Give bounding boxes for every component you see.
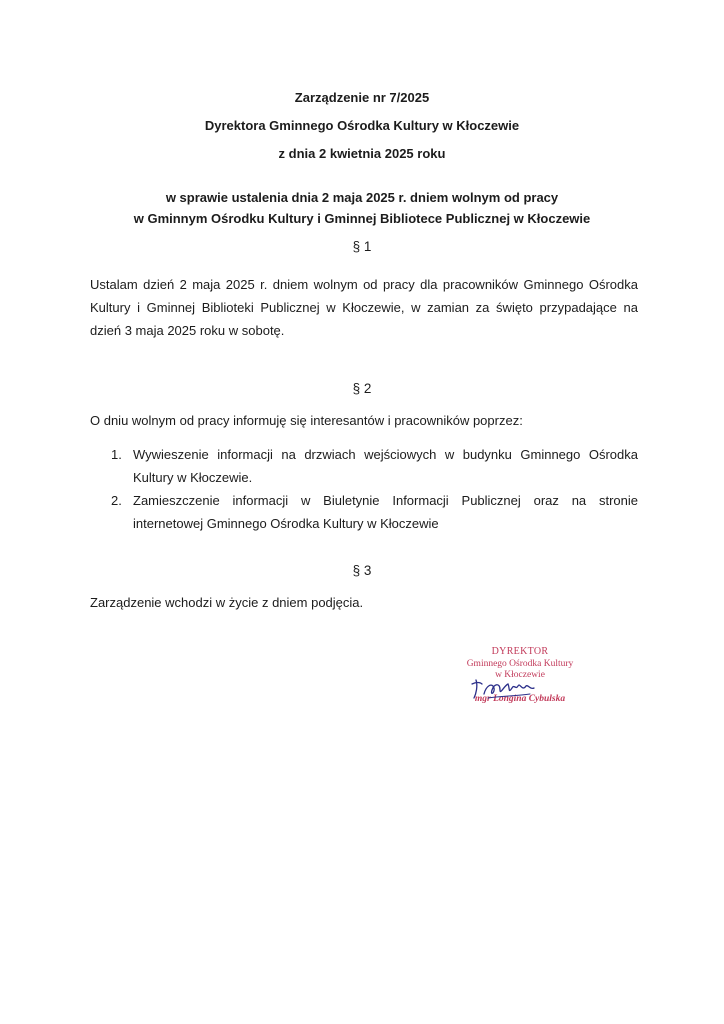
- section-3-mark: § 3: [352, 563, 372, 578]
- section-3-paragraph: [90, 591, 638, 614]
- list-item-line: Zamieszczenie informacji w Biuletynie Informacji Publicznej oraz na stronie: [133, 493, 638, 508]
- list-item: [111, 443, 638, 489]
- paragraph-line: Kultury i Gminnej Biblioteki Publicznej w Kłoczewie, w zamian za święto przypadające na: [90, 300, 638, 315]
- section-2-intro: [90, 409, 638, 432]
- list-item-number: 1.: [111, 447, 122, 462]
- section-1-mark: § 1: [352, 239, 372, 254]
- section-2-mark: § 2: [352, 381, 372, 396]
- list-item-line: Kultury w Kłoczewie.: [133, 470, 253, 485]
- stamp-name: mgr Longina Cybulska: [474, 694, 566, 704]
- stamp-institution: Gminnego Ośrodka Kultury: [466, 659, 574, 669]
- list-item-number: 2.: [111, 493, 122, 508]
- list-item-line: internetowej Gminnego Ośrodka Kultury w Kłoczewie: [133, 516, 439, 531]
- ordinance-number: Zarządzenie nr 7/2025: [294, 90, 430, 105]
- section-2-list: [111, 443, 638, 535]
- paragraph-line: Ustalam dzień 2 maja 2025 r. dniem wolnym od pracy dla pracowników Gminnego Ośrodka: [90, 277, 638, 292]
- paragraph-line: O dniu wolnym od pracy informuję się interesantów i pracowników poprzez:: [90, 413, 523, 428]
- list-item: [111, 489, 638, 535]
- issuer-title: Dyrektora Gminnego Ośrodka Kultury w Kłoczewie: [204, 118, 520, 133]
- handwritten-signature: [470, 676, 540, 702]
- stamp-title: DYREKTOR: [491, 646, 549, 657]
- paragraph-line: dzień 3 maja 2025 roku w sobotę.: [90, 323, 285, 338]
- stamp-location: w Kłoczewie: [495, 670, 545, 680]
- list-item-line: Wywieszenie informacji na drzwiach wejściowych w budynku Gminnego Ośrodka: [133, 447, 638, 462]
- subject-line-1: w sprawie ustalenia dnia 2 maja 2025 r. dniem wolnym od pracy: [165, 190, 559, 205]
- paragraph-line: Zarządzenie wchodzi w życie z dniem podjęcia.: [90, 595, 364, 610]
- section-1-paragraph: [90, 273, 638, 342]
- subject-line-2: w Gminnym Ośrodku Kultury i Gminnej Bibliotece Publicznej w Kłoczewie: [133, 211, 591, 226]
- ordinance-date: z dnia 2 kwietnia 2025 roku: [278, 146, 446, 161]
